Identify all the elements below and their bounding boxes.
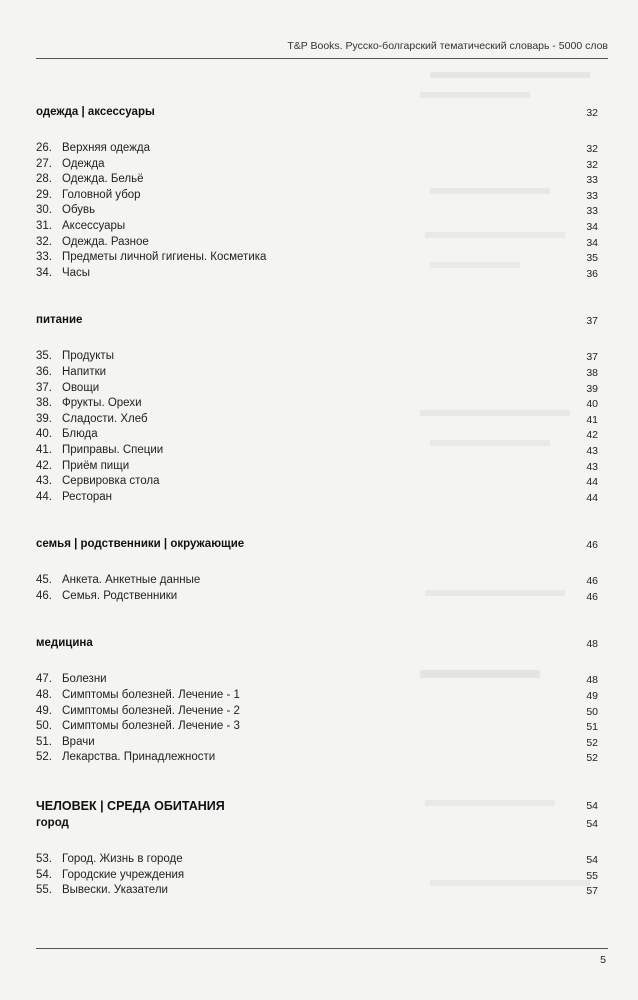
toc-entry[interactable] [36,236,598,252]
section-title: город [36,817,69,830]
entry-page: 32 [586,158,598,171]
entry-page: 52 [586,736,598,749]
entry-number: 37. [36,381,52,394]
entry-number: 40. [36,428,52,441]
toc-entry[interactable] [36,574,598,590]
entry-label: Лекарства. Принадлежности [62,751,216,764]
entry-label: Одежда [62,157,105,170]
running-header: T&P Books. Русско-болгарский тематический словарь - 5000 слов [287,40,608,52]
toc-section-food [36,314,598,506]
entry-number: 35. [36,350,52,363]
section-page: 48 [586,638,598,651]
entry-label: Симптомы болезней. Лечение - 2 [62,704,240,717]
entry-number: 38. [36,397,52,410]
entry-number: 50. [36,720,52,733]
entry-page: 43 [586,460,598,473]
entry-label: Симптомы болезней. Лечение - 3 [62,720,240,733]
entry-page: 37 [586,351,598,364]
entry-label: Вывески. Указатели [62,884,168,897]
toc-section-family [36,538,598,605]
toc-entry[interactable] [36,428,598,444]
toc-section-human-environment [36,799,598,900]
part-title: ЧЕЛОВЕК | СРЕДА ОБИТАНИЯ [36,799,225,814]
toc-section-medicine [36,637,598,767]
entry-page: 44 [586,476,598,489]
entry-page: 33 [586,205,598,218]
entry-page: 48 [586,674,598,687]
entry-number: 28. [36,173,52,186]
entry-number: 36. [36,365,52,378]
toc-entry[interactable] [36,736,598,752]
entry-label: Город. Жизнь в городе [62,853,183,866]
entry-number: 53. [36,853,52,866]
entry-page: 36 [586,267,598,280]
entry-number: 46. [36,589,52,602]
footer-rule [36,948,608,949]
toc-entry[interactable] [36,220,598,236]
entry-page: 42 [586,429,598,442]
toc-entry[interactable] [36,251,598,267]
entry-label: Блюда [62,428,98,441]
entry-number: 44. [36,490,52,503]
entry-number: 32. [36,235,52,248]
entry-number: 43. [36,475,52,488]
toc-entry[interactable] [36,142,598,158]
entry-number: 52. [36,751,52,764]
toc-entry[interactable] [36,689,598,705]
entry-label: Одежда. Разное [62,235,149,248]
entry-label: Овощи [62,381,100,394]
entry-number: 55. [36,884,52,897]
entry-label: Продукты [62,350,114,363]
entry-number: 49. [36,704,52,717]
toc-entry[interactable] [36,382,598,398]
entry-label: Верхняя одежда [62,142,151,154]
entry-number: 45. [36,574,52,587]
entry-page: 39 [586,382,598,395]
entry-label: Анкета. Анкетные данные [62,574,201,587]
entry-page: 49 [586,690,598,703]
entry-number: 31. [36,219,52,232]
entry-page: 40 [586,398,598,411]
part-heading[interactable] [36,799,598,817]
toc-entry[interactable] [36,267,598,283]
entry-label: Ресторан [62,490,112,503]
entry-page: 57 [586,885,598,898]
entry-label: Сладости. Хлеб [62,412,148,425]
entry-page: 33 [586,174,598,187]
entry-label: Обувь [62,204,96,217]
section-title: семья | родственники | окружающие [36,538,245,551]
section-page: 46 [586,539,598,552]
entry-page: 34 [586,236,598,249]
entry-label: Предметы личной гигиены. Косметика [62,251,267,264]
part-page: 54 [586,800,598,813]
section-heading[interactable] [36,637,598,655]
section-heading[interactable] [36,538,598,556]
entry-label: Приём пищи [62,459,130,472]
toc-entry[interactable] [36,491,598,507]
section-heading[interactable] [36,106,598,124]
section-page: 54 [586,818,598,831]
toc-entry[interactable] [36,350,598,366]
toc-entry[interactable] [36,158,598,174]
entry-label: Семья. Родственники [62,589,178,602]
section-heading[interactable] [36,817,598,835]
entry-label: Напитки [62,365,107,378]
header-rule [36,58,608,59]
toc-entry[interactable] [36,884,598,900]
toc-entry[interactable] [36,673,598,689]
entry-number: 27. [36,157,52,170]
entry-page: 51 [586,721,598,734]
toc-entry[interactable] [36,590,598,606]
section-page: 32 [586,107,598,119]
toc-entry[interactable] [36,869,598,885]
entry-page: 46 [586,590,598,603]
entry-number: 30. [36,204,52,217]
entry-number: 48. [36,689,52,702]
entry-page: 41 [586,413,598,426]
section-title: одежда | аксессуары [36,106,155,118]
toc-entry[interactable] [36,720,598,736]
toc-entry[interactable] [36,366,598,382]
entry-label: Приправы. Специи [62,443,164,456]
section-title: питание [36,314,83,327]
entry-page: 52 [586,752,598,765]
entry-page: 33 [586,189,598,202]
entry-label: Городские учреждения [62,868,185,881]
entry-label: Сервировка стола [62,475,160,488]
entry-label: Врачи [62,735,95,748]
toc-entry[interactable] [36,204,598,220]
toc-entry[interactable] [36,173,598,189]
toc-entry[interactable] [36,475,598,491]
entry-page: 55 [586,869,598,882]
toc-entry[interactable] [36,460,598,476]
entry-page: 54 [586,854,598,867]
section-page: 37 [586,315,598,328]
toc-section-clothing [36,106,598,282]
entry-number: 47. [36,673,52,686]
entry-page: 50 [586,705,598,718]
entry-page: 32 [586,143,598,155]
table-of-contents [36,106,598,900]
entry-page: 34 [586,220,598,233]
entry-label: Симптомы болезней. Лечение - 1 [62,689,240,702]
entry-number: 42. [36,459,52,472]
entry-page: 46 [586,575,598,588]
entry-label: Часы [62,266,91,279]
entry-label: Фрукты. Орехи [62,397,142,410]
toc-entry[interactable] [36,397,598,413]
entry-number: 26. [36,142,52,154]
toc-entry[interactable] [36,189,598,205]
entry-number: 33. [36,251,52,264]
entry-number: 54. [36,868,52,881]
entry-page: 35 [586,252,598,265]
entry-label: Аксессуары [62,219,126,232]
entry-page: 44 [586,491,598,504]
section-title: медицина [36,637,93,650]
entry-number: 34. [36,266,52,279]
toc-entry[interactable] [36,444,598,460]
entry-label: Одежда. Бельё [62,173,144,186]
entry-page: 38 [586,366,598,379]
entry-number: 39. [36,412,52,425]
entry-page: 43 [586,444,598,457]
page-number: 5 [600,954,606,966]
section-heading[interactable] [36,314,598,332]
entry-label: Болезни [62,673,107,686]
toc-entry[interactable] [36,413,598,429]
entry-number: 51. [36,735,52,748]
toc-entry[interactable] [36,751,598,767]
toc-entry[interactable] [36,853,598,869]
entry-number: 29. [36,188,52,201]
entry-number: 41. [36,443,52,456]
entry-label: Головной убор [62,188,141,201]
toc-entry[interactable] [36,705,598,721]
